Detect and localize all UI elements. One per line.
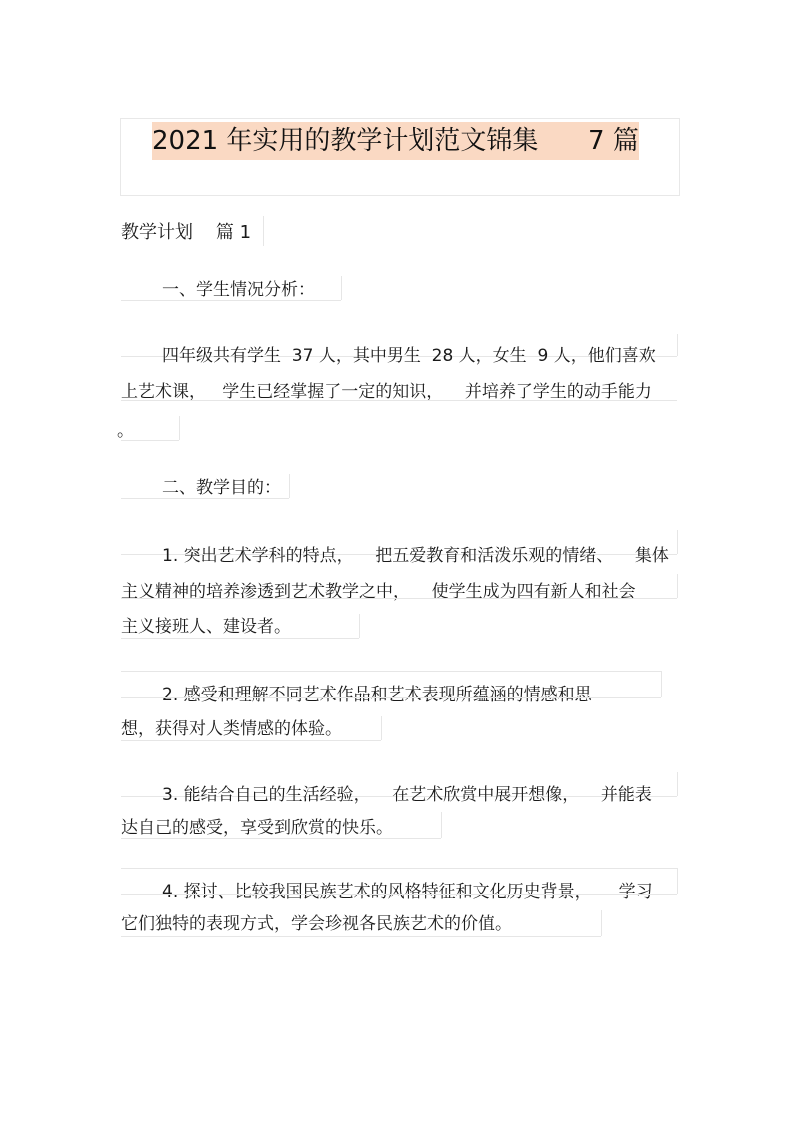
goal-item-line: 3. 能结合自己的生活经验， 在艺术欣赏中展开想像， 并能表: [162, 785, 652, 805]
goal-item-line: 2. 感受和理解不同艺术作品和艺术表现所蕴涵的情感和思: [162, 685, 592, 705]
paragraph-line: 上艺术课， 学生已经掌握了一定的知识， 并培养了学生的动手能力: [121, 382, 652, 402]
frame-line: [121, 440, 179, 441]
goal-item-line: 想，获得对人类情感的体验。: [121, 719, 342, 739]
frame-line: [677, 574, 678, 598]
frame-line: [677, 772, 678, 796]
frame-line: [121, 671, 661, 672]
frame-line: [289, 474, 290, 498]
goal-item-line: 4. 探讨、比较我国民族艺术的风格特征和文化历史背景， 学习: [162, 882, 653, 902]
frame-line: [661, 671, 662, 697]
frame-line: [381, 716, 382, 740]
frame-line: [359, 614, 360, 638]
frame-line: [121, 894, 677, 895]
document-title: 2021 年实用的教学计划范文锦集 7 篇: [152, 122, 639, 160]
goal-item-line: 达自己的感受，享受到欣赏的快乐。: [121, 818, 393, 838]
goal-item-line: 1. 突出艺术学科的特点， 把五爱教育和活泼乐观的情绪、 集体: [162, 546, 669, 566]
paragraph-line: 四年级共有学生 37 人，其中男生 28 人，女生 9 人，他们喜欢: [162, 346, 656, 366]
frame-line: [677, 868, 678, 894]
frame-line: [677, 334, 678, 356]
frame-line: [121, 838, 441, 839]
frame-line: [121, 697, 661, 698]
paragraph-line: 。: [117, 421, 134, 441]
frame-line: [677, 530, 678, 554]
subheading-student-analysis: 一、学生情况分析：: [162, 280, 315, 300]
frame-line: [179, 416, 180, 440]
frame-line: [121, 598, 677, 599]
goal-item-line: 主义接班人、建设者。: [121, 617, 291, 637]
goal-item-line: 它们独特的表现方式，学会珍视各民族艺术的价值。: [121, 914, 512, 934]
frame-line: [121, 740, 381, 741]
frame-line: [441, 812, 442, 838]
frame-line: [263, 216, 264, 246]
goal-item-line: 主义精神的培养渗透到艺术教学之中， 使学生成为四有新人和社会: [121, 582, 636, 602]
frame-line: [121, 868, 677, 869]
frame-line: [121, 400, 677, 401]
frame-line: [601, 910, 602, 936]
frame-line: [121, 936, 601, 937]
section-heading: 教学计划 篇 1: [121, 222, 252, 243]
frame-line: [341, 276, 342, 300]
frame-line: [121, 638, 359, 639]
subheading-teaching-goals: 二、教学目的：: [162, 478, 281, 498]
